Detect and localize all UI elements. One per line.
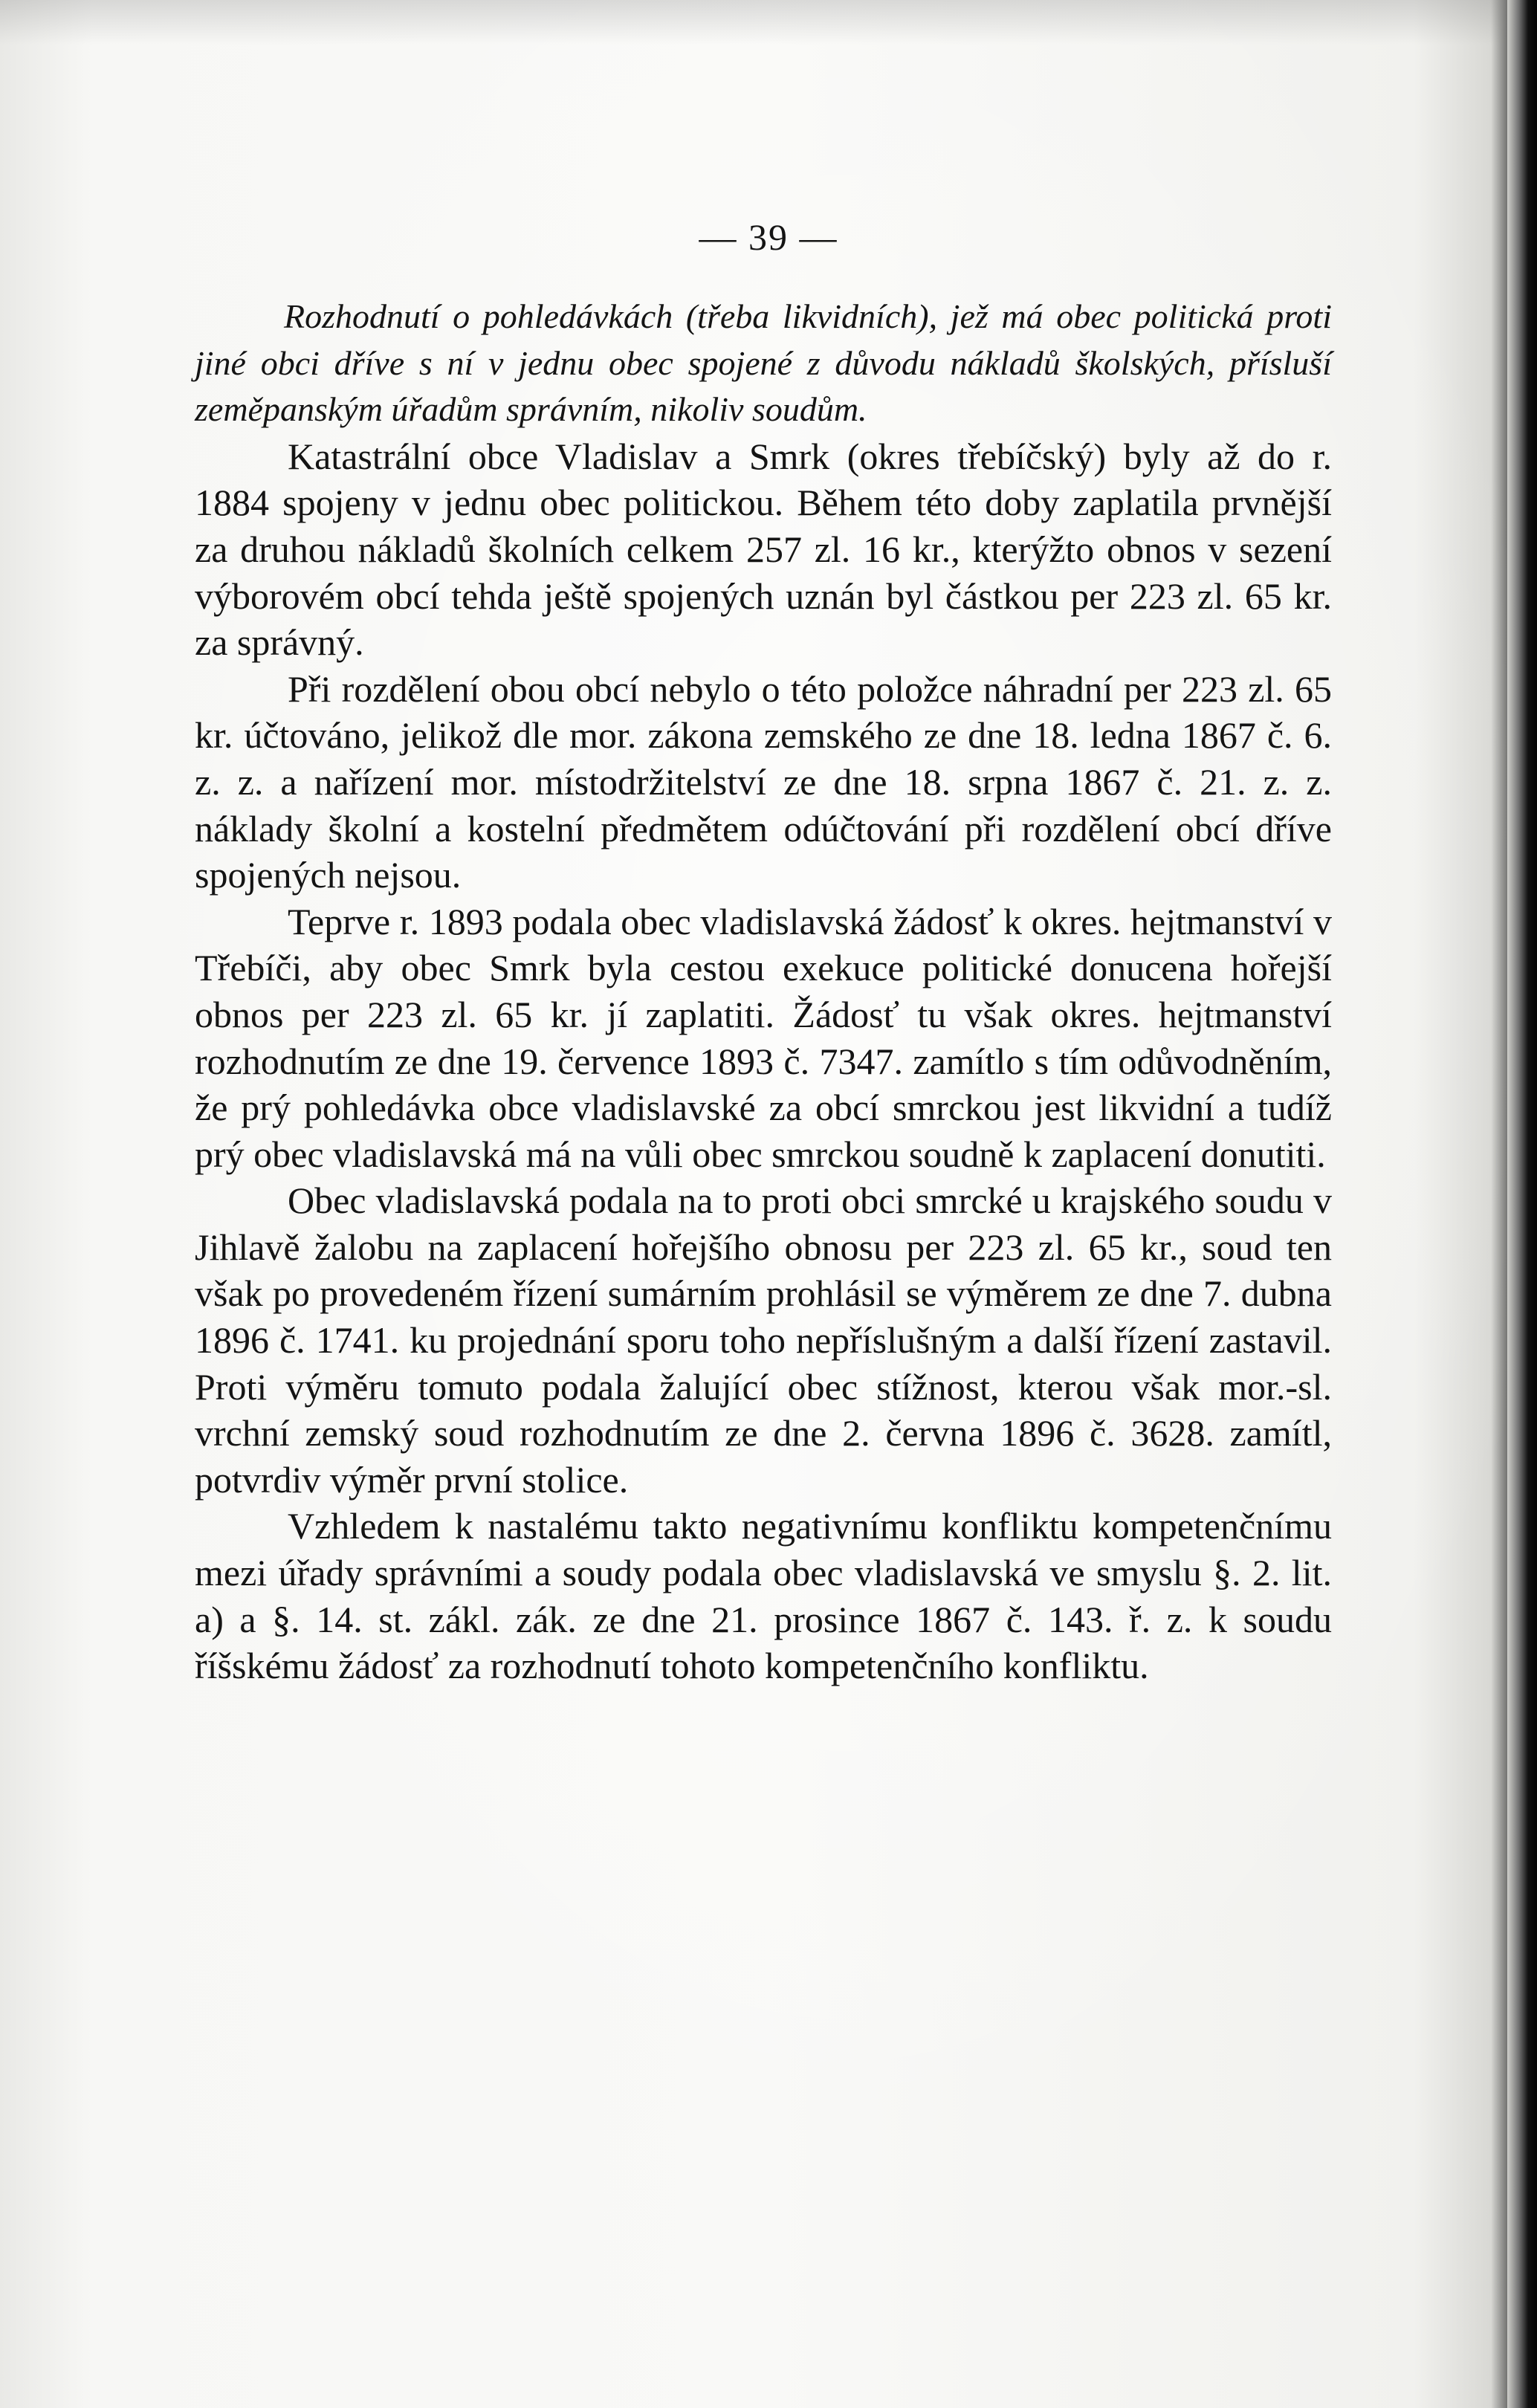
headnote: Rozhodnutí o pohledávkách (třeba likvidních), jež má obec politická proti jiné obci dříve s ní v jednu obec spojené z důvodu nákladů školských, přísluší zeměpanským úřadům správním, nikoliv soudům. — [195, 297, 1332, 429]
paragraph-3: Teprve r. 1893 podala obec vladislavská žádosť k okres. hejtmanství v Třebíči, aby obec Smrk byla cestou exekuce politické donucena hořejší obnos per 223 zl. 65 kr. jí zaplatiti. Žádosť tu však okres. hejtmanství rozhodnutím ze dne 19. července 1893 č. 7347. zamítlo s tím odůvodněním, že prý pohledávka obce vladislavské za obcí smrckou jest likvidní a tudíž prý obec vladislavská má na vůli obec smrckou soudně k zaplacení donutiti. — [195, 900, 1332, 1175]
paragraph-2: Při rozdělení obou obcí nebylo o této položce náhradní per 223 zl. 65 kr. účtováno, jelikož dle mor. zákona zemského ze dne 18. ledna 1867 č. 6. z. z. a nařízení mor. místodržitelství ze dne 18. srpna 1867 č. 21. z. z. náklady školní a kostelní předmětem odúčtování při rozdělení obcí dříve spojených nejsou. — [195, 667, 1332, 896]
page-text — [195, 294, 1332, 1689]
page-edge-shadow — [1507, 0, 1537, 2408]
page-number: — 39 — — [699, 216, 838, 258]
page-top-shadow — [0, 0, 1537, 45]
paragraph-4: Obec vladislavská podala na to proti obci smrcké u krajského soudu v Jihlavě žalobu na zaplacení hořejšího obnosu per 223 zl. 65 kr., soud ten však po provedeném řízení sumárním prohlásil se výměrem ze dne 7. dubna 1896 č. 1741. ku projednání sporu toho nepříslušným a další řízení zastavil. Proti výměru tomuto podala žalující obec stížnost, kterou však mor.-sl. vrchní zemský soud rozhodnutím ze dne 2. června 1896 č. 3628. zamítl, potvrdiv výměr první stolice. — [195, 1179, 1332, 1501]
paragraph-5: Vzhledem k nastalému takto negativnímu konfliktu kompetenčnímu mezi úřady správními a soudy podala obec vladislavská ve smyslu §. 2. lit. a) a §. 14. st. zákl. zák. ze dne 21. prosince 1867 č. 143. ř. z. k soudu říšskému žádosť za rozhodnutí tohoto kompetenčního konfliktu. — [195, 1505, 1332, 1687]
paragraph-1: Katastrální obce Vladislav a Smrk (okres třebíčský) byly až do r. 1884 spojeny v jednu obec politickou. Během této doby zaplatila prvnější za druhou nákladů školních celkem 257 zl. 16 kr., kterýžto obnos v sezení výborovém obcí tehda ještě spojených uznán byl částkou per 223 zl. 65 kr. za správný. — [195, 435, 1332, 664]
